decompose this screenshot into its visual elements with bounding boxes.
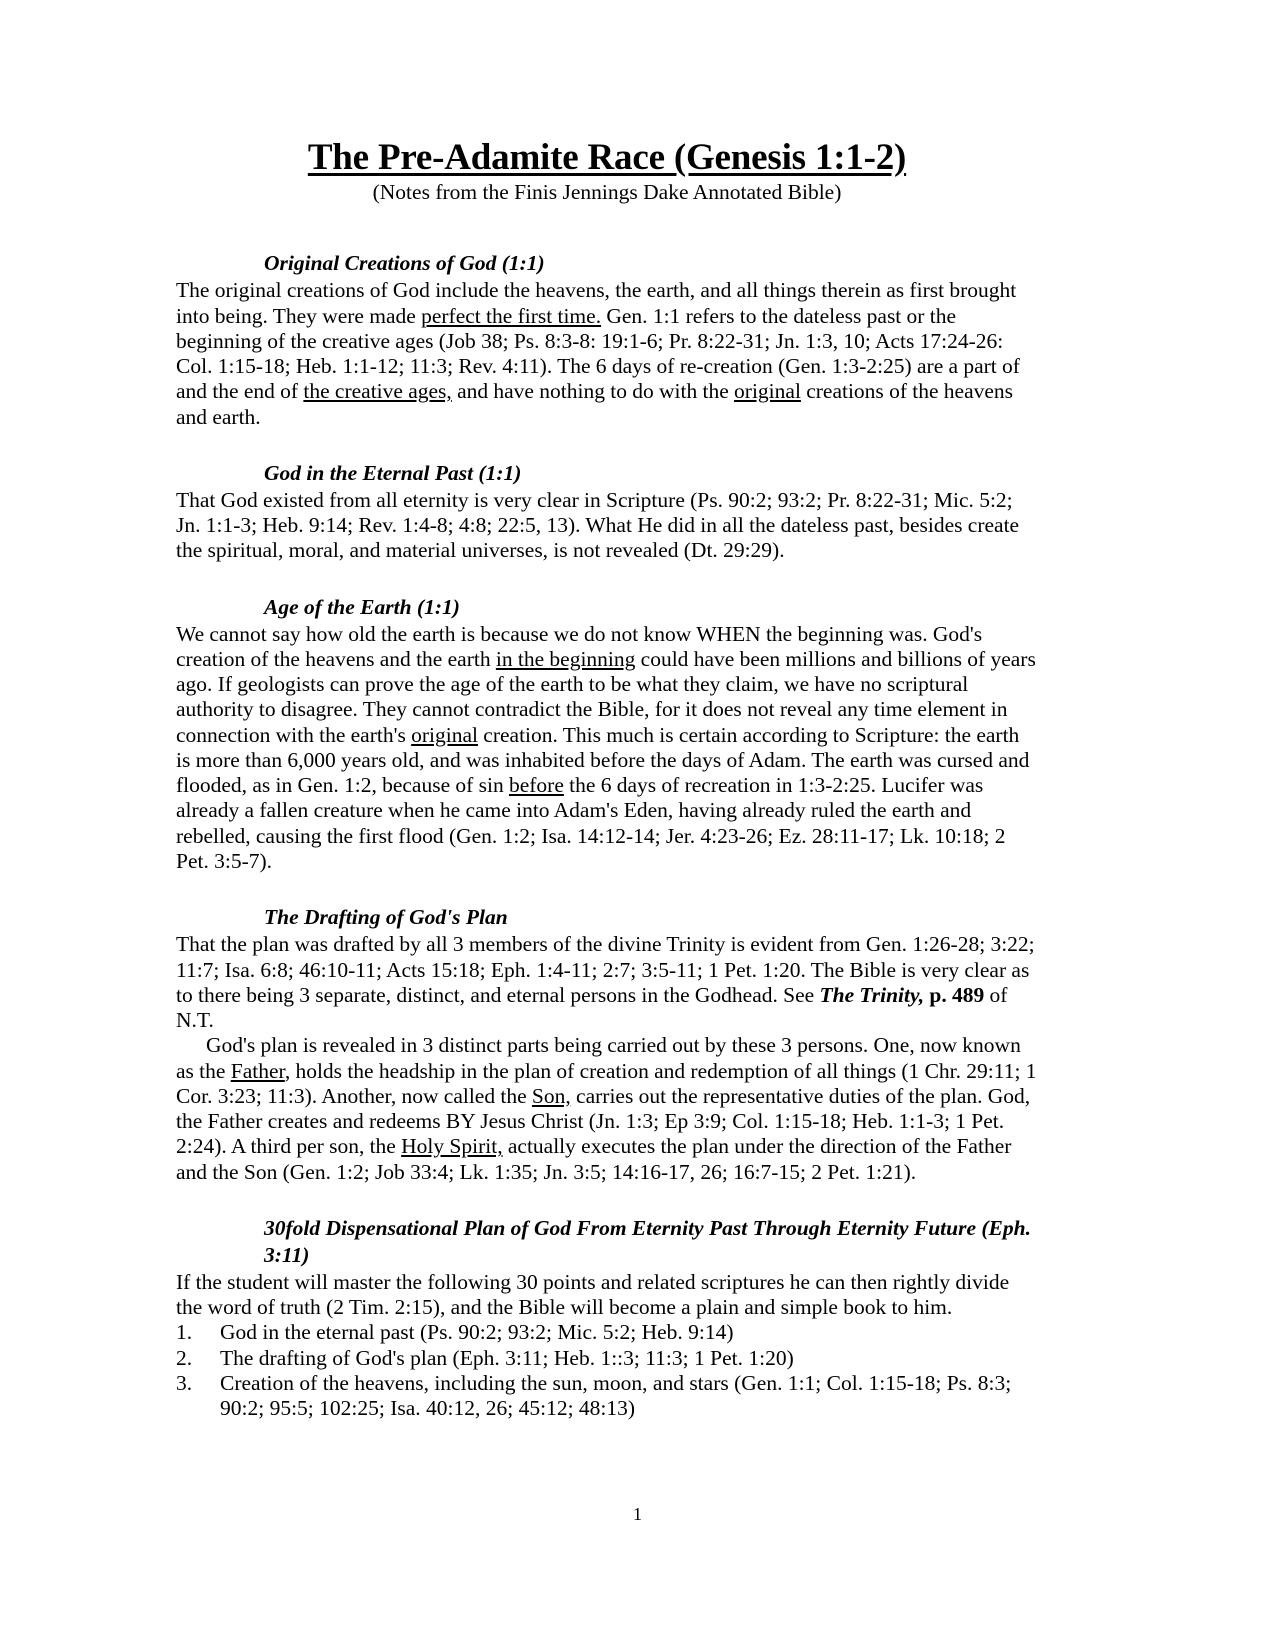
underlined-phrase: Father [230,1058,285,1083]
text-run: That God existed from all eternity is very clear in Scripture (Ps. 90:2; 93:2; Pr. 8:22-31; Mic. 5:2; Jn. 1:1-3; Heb. 9:14; Rev. 1:4-8; 4:8; 22:5, 13). What He did in all the dateless past, besides create the spiritual, moral, and material universes, is not revealed (Dt. 29:29). [176,487,1020,563]
dispensational-points-list [176,1320,1038,1421]
page-number: 1 [633,1504,642,1524]
section-heading: God in the Eternal Past (1:1) [264,460,522,485]
bold-italic-reference: The Trinity, [819,982,925,1007]
underlined-phrase: in the beginning [495,646,636,671]
text-run: We cannot say how old the earth is because we do not know WHEN the beginning was. God's creation of the heavens and the earth [176,621,983,671]
underlined-phrase: the creative ages, [303,379,452,404]
text-run: God's plan is revealed in 3 distinct parts being carried out by these 3 persons. One, now known as the [176,1033,1021,1083]
section-paragraph [176,932,1038,1033]
section-paragraph [176,622,1038,875]
document-content [176,0,1038,1421]
text-run: The original creations of God include the heavens, the earth, and all things therein as first brought into being. They were made [176,278,1017,328]
page-subtitle: (Notes from the Finis Jennings Dake Annotated Bible) [372,180,842,205]
section-paragraph [176,1033,1038,1185]
text-run: If the student will master the following 30 points and related scriptures he can then rightly divide the word of truth (2 Tim. 2:15), and the Bible will become a plain and simple book to him. [176,1269,1010,1320]
underlined-phrase: before [508,773,564,798]
underlined-phrase: original [734,379,801,404]
page-title-text: The Pre-Adamite Race (Genesis 1:1-2) [307,137,907,178]
text-run: and have nothing to do with the [451,379,735,404]
text-run: carries out the representative duties of the plan. God, the Father creates and redeems BY Jesus Christ (Jn. 1:3; Ep 3:9; Col. 1:15-18; Heb. 1:1-3; 1 Pet. 2:24). A third per son, the [176,1083,1031,1159]
text-run: the 6 days of recreation in 1:3-2:25. Lucifer was already a fallen creature when he came into Adam's Eden, having already ruled the earth and rebelled, causing the first flood (Gen. 1:2; Isa. 14:12-14; Jer. 4:23-26; Ez. 28:11-17; Lk. 10:18; 2 Pet. 3:5-7). [176,773,1006,873]
section-paragraph [176,278,1038,430]
section-paragraph [176,1270,1038,1321]
bold-reference: p. 489 [924,982,985,1007]
section-paragraph [176,488,1038,564]
text-run: creations of the heavens and earth. [176,379,1014,429]
section-heading: Age of the Earth (1:1) [264,594,460,619]
section-original-creations [176,250,1038,430]
section-heading: Original Creations of God (1:1) [264,251,545,276]
text-run: creation. This much is certain according to Scripture: the earth is more than 6,000 years old, and was inhabited before the days of Adam. The earth was cursed and flooded, as in Gen. 1:2, because of sin [176,722,1030,798]
list-item [176,1346,1038,1371]
text-run: That the plan was drafted by all 3 members of the divine Trinity is evident from Gen. 1:26-28; 3:22; 11:7; Isa. 6:8; 46:10-11; Acts 15:18; Eph. 1:4-11; 2:7; 3:5-11; 1 Pet. 1:20. The Bible is very clear as to there being 3 separate, distinct, and eternal persons in the Godhead. See [176,932,1035,1007]
section-30fold-dispensational-plan [176,1215,1038,1422]
list-item-number: 3. [176,1370,193,1395]
section-heading: The Drafting of God's Plan [264,905,508,930]
text-run: of N.T. [176,982,1008,1033]
underlined-phrase: original [411,722,478,747]
list-item [176,1371,1038,1422]
section-god-eternal-past [176,460,1038,564]
text-run: Gen. 1:1 refers to the dateless past or the beginning of the creative ages (Job 38; Ps. 8:3-8: 19:1-6; Pr. 8:22-31; Jn. 1:3, 10; Acts 17:24-26: Col. 1:15-18; Heb. 1:1-12; 11:3; Rev. 4:11). The 6 days of re-creation (Gen. 1:3-2:25) are a part of and the end of [176,303,1020,404]
text-run: could have been millions and billions of years ago. If geologists can prove the age of the earth to be what they claim, we have no scriptural authority to disagree. They cannot contradict the Bible, for it does not reveal any time element in connection with the earth's [176,646,1036,747]
section-age-of-earth [176,594,1038,875]
list-item-text: Creation of the heavens, including the sun, moon, and stars (Gen. 1:1; Col. 1:15-18; Ps. 8:3; 90:2; 95:5; 102:25; Isa. 40:12, 26; 45:12; 48:13) [220,1370,1012,1421]
text-run: , holds the headship in the plan of creation and redemption of all things (1 Chr. 29:11; 1 Cor. 3:23; 11:3). Another, now called the [176,1058,1037,1108]
list-item-number: 2. [176,1345,193,1370]
underlined-phrase: Son, [531,1083,571,1108]
list-item-text: God in the eternal past (Ps. 90:2; 93:2; Mic. 5:2; Heb. 9:14) [220,1320,734,1345]
page-title [176,0,1038,178]
list-item-number: 1. [176,1320,193,1345]
list-item-text: The drafting of God's plan (Eph. 3:11; Heb. 1::3; 11:3; 1 Pet. 1:20) [220,1345,794,1370]
text-run: actually executes the plan under the direction of the Father and the Son (Gen. 1:2; Job 33:4; Lk. 1:35; Jn. 3:5; 14:16-17, 26; 16:7-15; 2 Pet. 1:21). [176,1134,1012,1184]
section-drafting-of-gods-plan [176,904,1038,1185]
list-item [176,1320,1038,1345]
section-heading: 30fold Dispensational Plan of God From Eternity Past Through Eternity Future (Eph. 3:11) [264,1215,1031,1267]
underlined-phrase: perfect the first time. [421,303,602,328]
underlined-phrase: Holy Spirit, [401,1134,503,1159]
